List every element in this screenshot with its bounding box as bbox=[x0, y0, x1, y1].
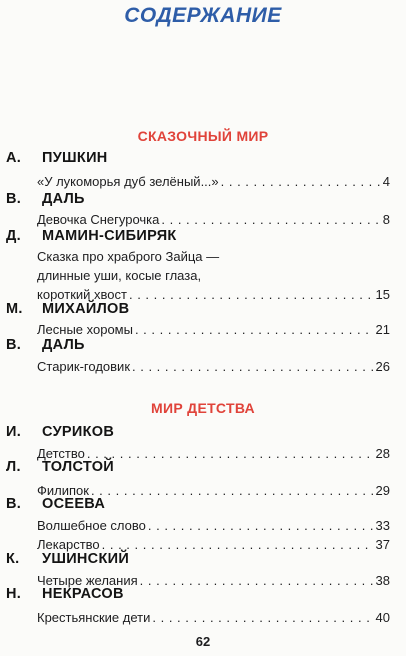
section-title-childhood-world: МИР ДЕТСТВА bbox=[151, 400, 255, 416]
entry-page: 8 bbox=[382, 212, 390, 227]
entry-page: 15 bbox=[375, 287, 390, 302]
author-name: ДАЛЬ bbox=[42, 337, 85, 353]
entry-page: 29 bbox=[375, 483, 390, 498]
dot-leader bbox=[135, 322, 374, 337]
author-heading bbox=[6, 150, 108, 166]
entry-page: 37 bbox=[375, 537, 390, 552]
author-name: СУРИКОВ bbox=[42, 424, 115, 440]
dot-leader bbox=[129, 287, 374, 302]
dot-leader bbox=[161, 212, 380, 227]
author-initial: А. bbox=[6, 150, 22, 166]
page-number: 62 bbox=[195, 634, 211, 649]
entry-title: Филипок bbox=[37, 483, 89, 498]
author-initial: К. bbox=[6, 551, 20, 567]
author-initial: В. bbox=[6, 337, 22, 353]
dot-leader bbox=[148, 518, 374, 533]
toc-entry[interactable] bbox=[37, 174, 390, 189]
author-initial: М. bbox=[6, 301, 23, 317]
author-name: УШИНСКИЙ bbox=[42, 551, 130, 567]
dot-leader bbox=[102, 537, 374, 552]
toc-entry[interactable] bbox=[37, 212, 390, 227]
dot-leader bbox=[91, 483, 374, 498]
toc-entry[interactable] bbox=[37, 518, 390, 533]
dot-leader bbox=[152, 610, 373, 625]
dot-leader bbox=[87, 446, 374, 461]
author-heading bbox=[6, 337, 85, 353]
entry-title: Лекарство bbox=[37, 537, 100, 552]
author-initial: И. bbox=[6, 424, 22, 440]
author-name: НЕКРАСОВ bbox=[42, 586, 124, 602]
toc-entry[interactable] bbox=[37, 287, 390, 302]
author-heading bbox=[6, 551, 129, 567]
author-initial: Л. bbox=[6, 459, 21, 475]
entry-page: 28 bbox=[375, 446, 390, 461]
entry-page: 38 bbox=[375, 573, 390, 588]
dot-leader bbox=[140, 573, 374, 588]
section-title-fairy-world: СКАЗОЧНЫЙ МИР bbox=[137, 128, 269, 144]
entry-title: Волшебное слово bbox=[37, 518, 146, 533]
entry-page: 33 bbox=[375, 518, 390, 533]
entry-title: «У лукоморья дуб зелёный...» bbox=[37, 174, 219, 189]
dot-leader bbox=[132, 359, 374, 374]
author-initial: В. bbox=[6, 496, 22, 512]
toc-entry[interactable] bbox=[37, 359, 390, 374]
entry-page: 4 bbox=[382, 174, 390, 189]
author-name: ПУШКИН bbox=[42, 150, 108, 166]
entry-title: Детство bbox=[37, 446, 85, 461]
author-name: ОСЕЕВА bbox=[42, 496, 106, 512]
author-name: ТОЛСТОЙ bbox=[42, 459, 114, 475]
entry-title: Старик-годовик bbox=[37, 359, 131, 374]
page-title: СОДЕРЖАНИЕ bbox=[124, 4, 282, 27]
entry-page: 40 bbox=[375, 610, 390, 625]
entry-title: Девочка Снегурочка bbox=[37, 212, 160, 227]
author-heading bbox=[6, 496, 105, 512]
dot-leader bbox=[221, 174, 381, 189]
entry-page: 26 bbox=[375, 359, 390, 374]
author-name: ДАЛЬ bbox=[42, 191, 85, 207]
author-name: МАМИН-СИБИРЯК bbox=[42, 228, 177, 244]
author-heading bbox=[6, 586, 124, 602]
toc-entry[interactable] bbox=[37, 537, 390, 552]
author-heading bbox=[6, 301, 129, 317]
author-name: МИХАЙЛОВ bbox=[42, 301, 130, 317]
entry-title-line: Сказка про храброго Зайца — bbox=[37, 249, 220, 264]
toc-entry[interactable] bbox=[37, 610, 390, 625]
entry-title: Лесные хоромы bbox=[37, 322, 133, 337]
author-initial: В. bbox=[6, 191, 22, 207]
author-heading bbox=[6, 424, 114, 440]
toc-entry[interactable] bbox=[37, 322, 390, 337]
entry-title-line: длинные уши, косые глаза, bbox=[37, 268, 202, 283]
entry-title: Четыре желания bbox=[37, 573, 138, 588]
entry-page: 21 bbox=[375, 322, 390, 337]
entry-title: короткий хвост bbox=[37, 287, 127, 302]
author-heading bbox=[6, 459, 114, 475]
author-initial: Н. bbox=[6, 586, 22, 602]
author-initial: Д. bbox=[6, 228, 21, 244]
author-heading bbox=[6, 228, 177, 244]
author-heading bbox=[6, 191, 85, 207]
entry-title: Крестьянские дети bbox=[37, 610, 151, 625]
